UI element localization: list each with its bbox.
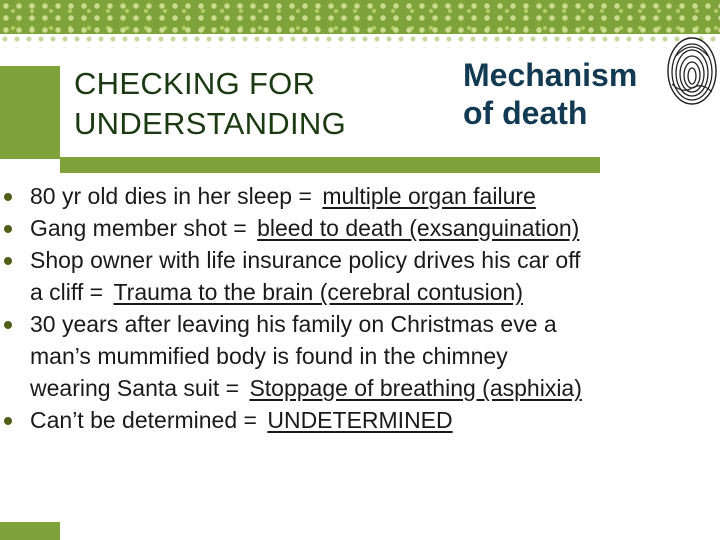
question-item (0, 244, 720, 308)
sidebar-accent-lower (0, 522, 60, 540)
question-item (0, 212, 720, 244)
answer-text: bleed to death (exsanguination) (257, 215, 580, 241)
bullet-icon (4, 193, 12, 201)
question-text: a cliff = (30, 279, 110, 305)
question-item (0, 180, 720, 212)
dot-row-decoration (0, 34, 720, 48)
bullet-icon (4, 417, 12, 425)
slide-subtitle (463, 56, 673, 132)
title-line-1: CHECKING FOR (74, 66, 316, 101)
answer-text: UNDETERMINED (267, 407, 453, 433)
answer-text: multiple organ failure (322, 183, 536, 209)
bullet-icon (4, 321, 12, 329)
sidebar-accent-upper (0, 66, 60, 159)
question-item (0, 308, 720, 404)
subtitle-line-1: Mechanism (463, 57, 638, 93)
bullet-icon (4, 257, 12, 265)
answer-text: Trauma to the brain (cerebral contusion) (113, 279, 523, 305)
question-list (0, 180, 720, 436)
title-line-2: UNDERSTANDING (74, 106, 347, 141)
top-banner (0, 0, 720, 34)
slide-title (74, 64, 434, 144)
title-divider (60, 157, 600, 173)
question-text: Gang member shot = (30, 215, 254, 241)
answer-text: Stoppage of breathing (asphixia) (249, 375, 582, 401)
fingerprint-icon (666, 36, 718, 106)
question-text: 80 yr old dies in her sleep = (30, 183, 319, 209)
question-item (0, 404, 720, 436)
bullet-icon (4, 225, 12, 233)
question-text: wearing Santa suit = (30, 375, 246, 401)
question-text: Can’t be determined = (30, 407, 264, 433)
question-text: man’s mummified body is found in the chimney (30, 343, 508, 369)
banner-pattern (0, 0, 720, 34)
question-text: 30 years after leaving his family on Christmas eve a (30, 311, 557, 337)
subtitle-line-2: of death (463, 95, 588, 131)
question-text: Shop owner with life insurance policy drives his car off (30, 247, 581, 273)
